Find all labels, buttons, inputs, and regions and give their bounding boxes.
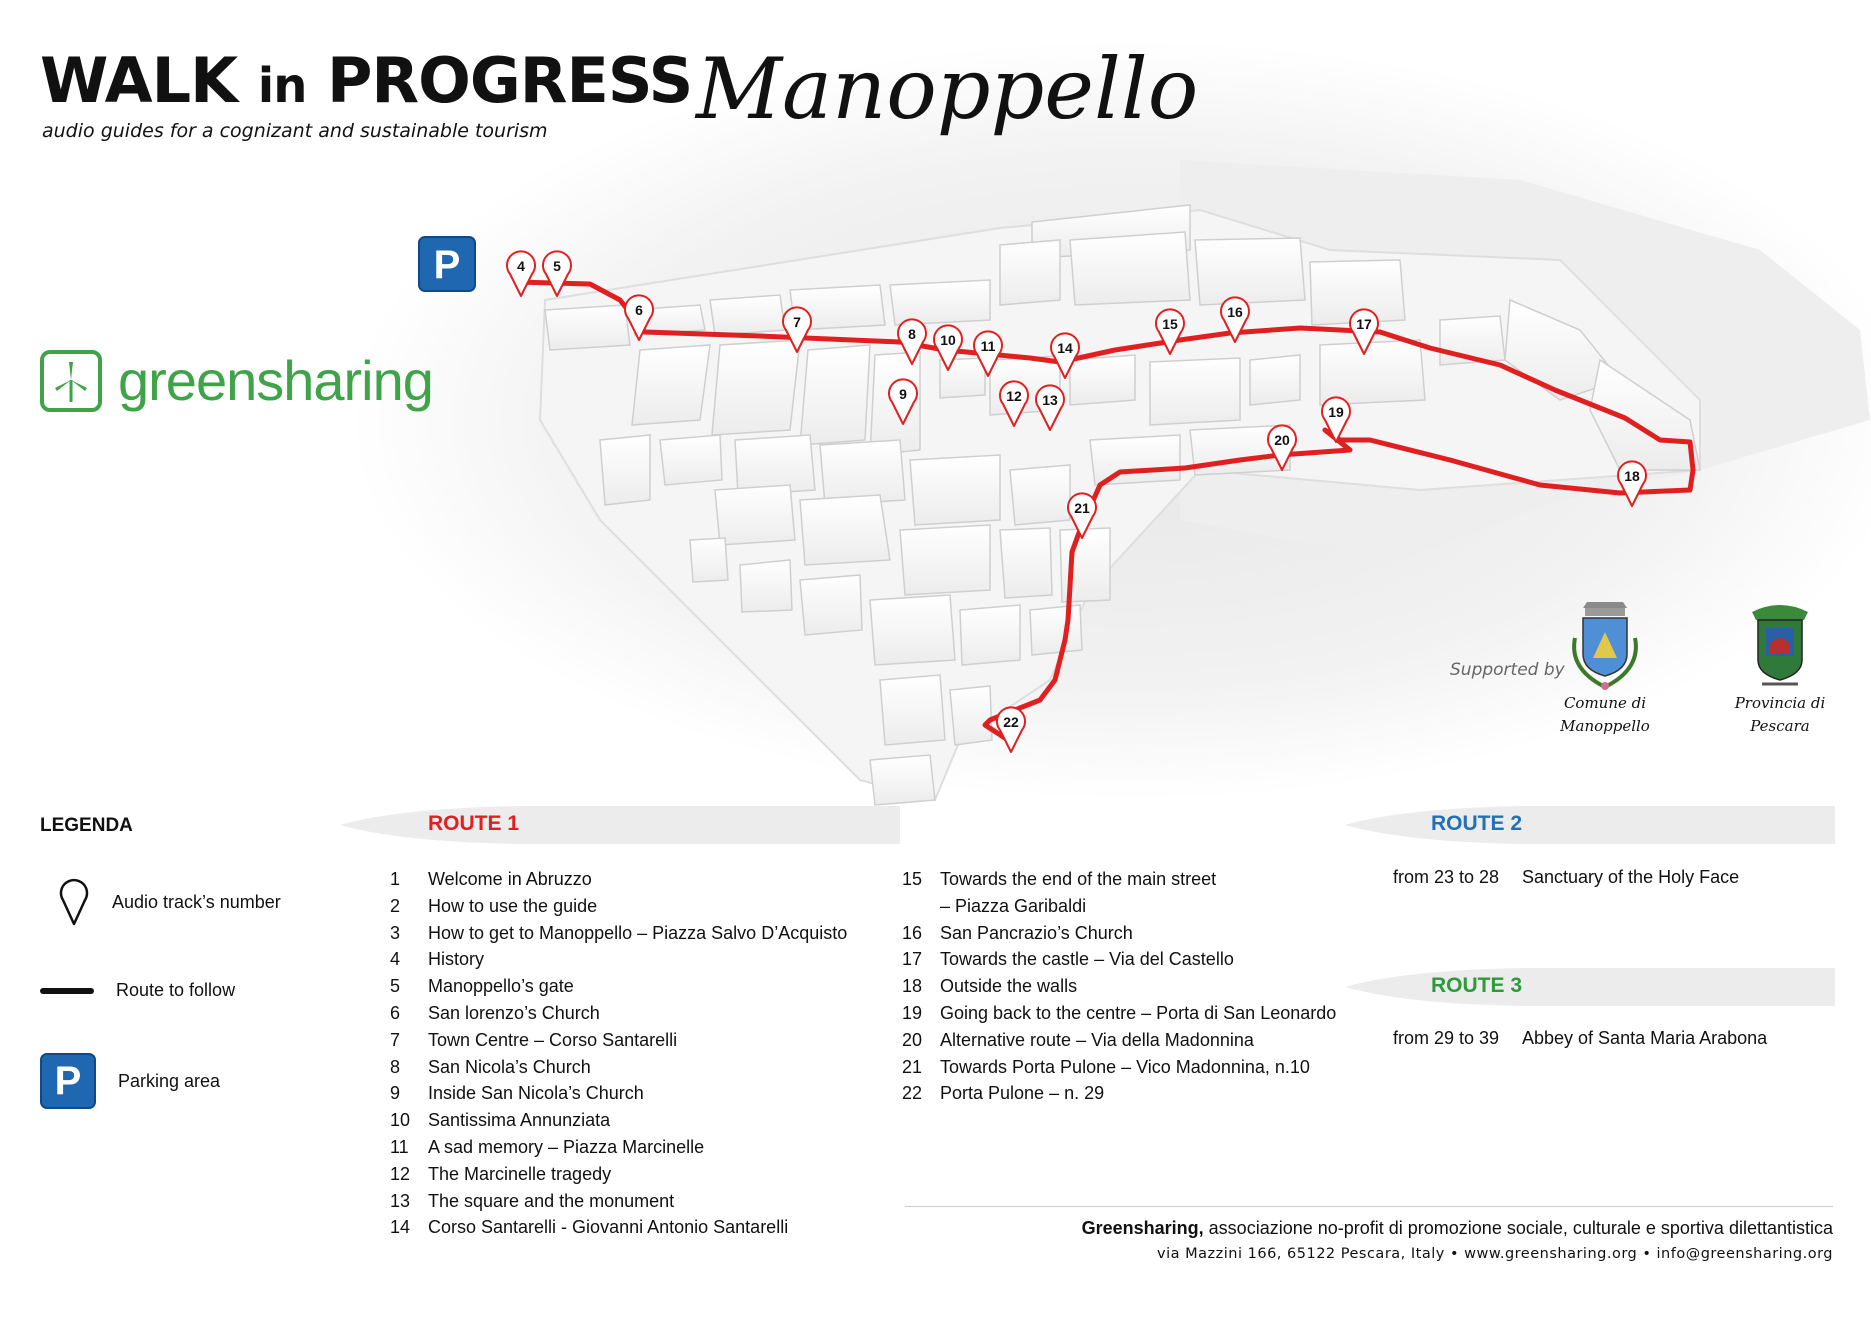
- route-item-text: How to get to Manoppello – Piazza Salvo D’Acquisto: [428, 922, 848, 943]
- route-3-title: ROUTE 3: [1431, 974, 1523, 997]
- legend-title: LEGENDA: [40, 815, 133, 836]
- route-item-text: – Piazza Garibaldi: [940, 895, 1087, 916]
- map-pin-label: 5: [553, 258, 561, 274]
- route-3-range: from 29 to 39: [1393, 1028, 1500, 1048]
- route-1-banner: [340, 800, 900, 850]
- map-pin-15: [1156, 309, 1184, 354]
- route-list-item: [390, 1107, 847, 1134]
- map-pin-16: [1221, 297, 1249, 342]
- route-item-text: Outside the walls: [940, 976, 1078, 997]
- greensharing-logo-text: greensharing: [118, 349, 433, 412]
- route-list-item: [390, 920, 847, 947]
- route-list-item: [390, 1188, 847, 1215]
- map-pin-label: 16: [1227, 304, 1243, 320]
- map-pin-label: 8: [908, 326, 916, 342]
- route-list-item: [390, 1080, 847, 1107]
- map-pin-label: 21: [1074, 500, 1090, 516]
- map-pin-label: 14: [1057, 340, 1073, 356]
- map-pin-8: [898, 319, 926, 364]
- route-1-list-col2: [902, 866, 1336, 1107]
- route-item-text: Towards Porta Pulone – Vico Madonnina, n.10: [940, 1056, 1310, 1077]
- route-list-item: [390, 1027, 847, 1054]
- route-3-row: [1393, 1028, 1767, 1049]
- route-list-item: [902, 1027, 1336, 1054]
- legend-route-label: Route to follow: [116, 980, 236, 1000]
- route-2-range: from 23 to 28: [1393, 867, 1500, 887]
- route-list-item: [902, 1000, 1336, 1027]
- map-pin-12: [1000, 381, 1028, 426]
- route-item-text: Manoppello’s gate: [428, 976, 574, 997]
- route-list-item: [390, 1214, 847, 1241]
- route-list-item: [902, 973, 1336, 1000]
- route-list-item: [390, 1054, 847, 1081]
- comune-crest: [1565, 598, 1645, 699]
- map-pin-5: [543, 251, 571, 296]
- provincia-coat-of-arms-icon: [1740, 598, 1820, 694]
- brand-title: WALK in PROGRESS: [40, 44, 693, 117]
- map-pin-label: 7: [793, 314, 801, 330]
- route-item-number: 19: [902, 1002, 923, 1023]
- route-item-number: 20: [902, 1029, 923, 1050]
- route-item-text: A sad memory – Piazza Marcinelle: [428, 1136, 705, 1157]
- route-item-text: Santissima Annunziata: [428, 1110, 611, 1131]
- provincia-crest: [1740, 598, 1820, 699]
- route-item-text: Going back to the centre – Porta di San Leonardo: [940, 1002, 1337, 1023]
- legend-audio-label: Audio track’s number: [112, 891, 281, 912]
- route-item-number: 10: [390, 1110, 411, 1131]
- greensharing-logo: [40, 348, 433, 413]
- map-pin-9: [889, 379, 917, 424]
- route-list-item: [390, 866, 847, 893]
- comune-caption-line1: Comune di: [1563, 694, 1647, 712]
- route-2-banner: [1345, 800, 1835, 850]
- map-pin-label: 17: [1356, 316, 1372, 332]
- route-item-text: How to use the guide: [428, 895, 598, 916]
- route-item-text: Corso Santarelli - Giovanni Antonio Santarelli: [428, 1217, 789, 1238]
- route-item-number: [902, 893, 940, 920]
- map-pin-4: [507, 251, 535, 296]
- map-pin-label: 18: [1624, 468, 1640, 484]
- map-pin-label: 12: [1006, 388, 1022, 404]
- map-pin-10: [934, 325, 962, 370]
- map-pin-label: 11: [980, 338, 996, 354]
- route-item-number: 2: [390, 895, 401, 916]
- route-list-item: [390, 1134, 847, 1161]
- provincia-caption-line1: Provincia di: [1734, 694, 1826, 712]
- map-pin-label: 22: [1003, 714, 1019, 730]
- route-item-text: Town Centre – Corso Santarelli: [428, 1029, 678, 1050]
- comune-coat-of-arms-icon: [1565, 598, 1645, 694]
- route-line-icon: [40, 988, 94, 994]
- footer-org-desc: associazione no-profit di promozione sociale, culturale e sportiva dilettantistica: [1203, 1218, 1833, 1238]
- comune-caption: [1525, 692, 1685, 738]
- footer-org: [1082, 1218, 1833, 1239]
- route-item-number: 4: [390, 949, 401, 970]
- route-2-title: ROUTE 2: [1431, 812, 1523, 835]
- route-item-number: 3: [390, 922, 401, 943]
- route-item-text: San lorenzo’s Church: [428, 1002, 600, 1023]
- route-item-text: Inside San Nicola’s Church: [428, 1083, 644, 1104]
- map-pin-21: [1068, 493, 1096, 538]
- map-pin-label: 15: [1162, 316, 1178, 332]
- map-pin-label: 10: [940, 332, 956, 348]
- map-pin-label: 13: [1042, 392, 1058, 408]
- footer-org-name: Greensharing,: [1081, 1218, 1204, 1238]
- map-pin-icon: [58, 878, 90, 926]
- route-list-item: [390, 1161, 847, 1188]
- route-item-number: 22: [902, 1083, 923, 1104]
- route-item-text: History: [428, 949, 485, 970]
- route-item-number: 7: [390, 1029, 401, 1050]
- route-list-item: [390, 973, 847, 1000]
- route-item-number: 15: [902, 869, 923, 889]
- route-list-item: [902, 866, 1336, 893]
- legend-audio: [58, 878, 281, 926]
- route-list-item: [902, 920, 1336, 947]
- legend-parking: [40, 1053, 220, 1109]
- route-item-number: 9: [390, 1083, 401, 1104]
- route-list-item: [902, 893, 1336, 920]
- route-item-number: 6: [390, 1002, 401, 1023]
- provincia-caption: [1700, 692, 1860, 738]
- map-pin-13: [1036, 385, 1064, 430]
- route-list-item: [902, 1080, 1336, 1107]
- route-item-number: 8: [390, 1056, 401, 1077]
- route-item-number: 11: [390, 1136, 409, 1157]
- route-item-text: Alternative route – Via della Madonnina: [940, 1029, 1254, 1050]
- brand-subtitle: audio guides for a cognizant and sustainable tourism: [42, 120, 548, 142]
- map-pin-7: [783, 307, 811, 352]
- route-item-text: The square and the monument: [428, 1190, 675, 1211]
- route-item-text: Porta Pulone – n. 29: [940, 1083, 1105, 1104]
- route-item-text: Towards the castle – Via del Castello: [940, 949, 1234, 970]
- route-list-item: [902, 946, 1336, 973]
- route-item-number: 14: [390, 1217, 411, 1238]
- map-pin-11: [974, 331, 1002, 376]
- map-pin-20: [1268, 425, 1296, 470]
- route-item-number: 21: [902, 1056, 923, 1077]
- route-item-number: 1: [390, 869, 401, 889]
- town-title: Manoppello: [696, 40, 1199, 138]
- footer-divider: [905, 1206, 1833, 1207]
- map-pin-17: [1350, 309, 1378, 354]
- route-2-desc: Sanctuary of the Holy Face: [1522, 867, 1740, 887]
- legend-parking-label: Parking area: [118, 1070, 221, 1091]
- map-pin-label: 4: [517, 258, 525, 274]
- provincia-caption-line2: Pescara: [1750, 717, 1810, 735]
- route-1-title: ROUTE 1: [428, 812, 520, 835]
- map-pin-label: 19: [1328, 404, 1344, 420]
- route-3-desc: Abbey of Santa Maria Arabona: [1522, 1028, 1768, 1048]
- route-item-number: 12: [390, 1163, 411, 1184]
- map-pin-19: [1322, 397, 1350, 442]
- route-1-list-col1: [390, 866, 847, 1241]
- wind-turbine-icon: [40, 350, 102, 412]
- route-item-text: San Pancrazio’s Church: [940, 922, 1133, 943]
- route-item-number: 17: [902, 949, 923, 970]
- route-item-text: Towards the end of the main street: [940, 869, 1217, 889]
- map-pin-label: 6: [635, 302, 643, 318]
- map-pin-label: 9: [899, 386, 907, 402]
- parking-icon: P: [40, 1053, 96, 1109]
- map-pin-18: [1618, 461, 1646, 506]
- route-item-number: 18: [902, 976, 923, 997]
- route-item-text: The Marcinelle tragedy: [428, 1163, 612, 1184]
- route-item-number: 5: [390, 976, 401, 997]
- footer-contacts: via Mazzini 166, 65122 Pescara, Italy • www.greensharing.org • info@greensharing.org: [1157, 1246, 1833, 1262]
- route-2-row: [1393, 867, 1739, 888]
- route-item-text: Welcome in Abruzzo: [428, 869, 592, 889]
- route-list-item: [390, 1000, 847, 1027]
- route-item-number: 13: [390, 1190, 411, 1211]
- route-list-item: [390, 946, 847, 973]
- route-item-number: 16: [902, 922, 923, 943]
- map-pin-label: 20: [1274, 432, 1290, 448]
- route-list-item: [902, 1054, 1336, 1081]
- route-list-item: [390, 893, 847, 920]
- route-3-banner: [1345, 962, 1835, 1012]
- map-pin-14: [1051, 333, 1079, 378]
- svg-text:P: P: [433, 243, 461, 287]
- comune-caption-line2: Manoppello: [1560, 717, 1650, 735]
- map-pin-6: [625, 295, 653, 340]
- route-item-text: San Nicola’s Church: [428, 1056, 591, 1077]
- legend-route: [40, 980, 235, 1001]
- map-pin-22: [997, 707, 1025, 752]
- supported-by-label: Supported by: [1450, 660, 1565, 680]
